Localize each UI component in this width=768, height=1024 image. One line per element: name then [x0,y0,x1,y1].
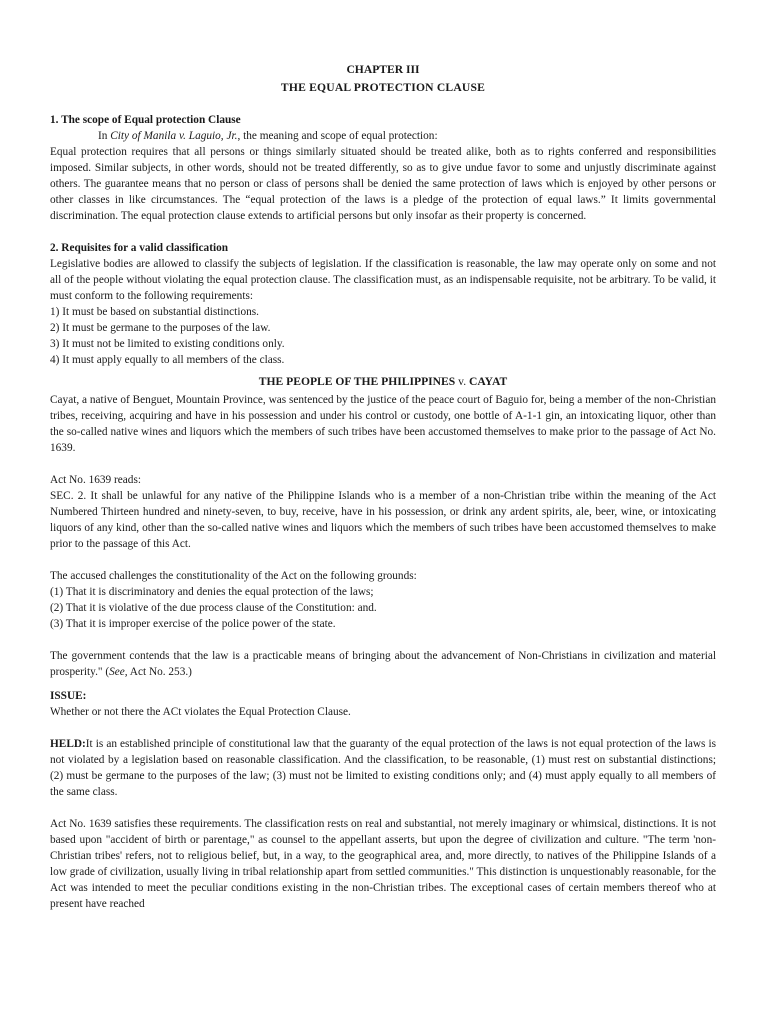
case-title-party-b: CAYAT [469,375,508,388]
held-paragraph [50,736,716,800]
ground-item: (3) That it is improper exercise of the police power of the state. [50,618,336,630]
held-text: It is an established principle of constitutional law that the guaranty of the equal protection of the laws is not equal protection of the laws is not violated by a legislation based on reasonable classification. And the classification, to be reasonable, (1) must rest on substantial distinctions; (2) must be germane to the purposes of the law; (3) must not be limited to existing conditions only; and (4) must apply equally to all members of the same class. [50,738,716,798]
case-title [50,374,716,390]
issue-text: Whether or not there the ACt violates the Equal Protection Clause. [50,706,351,718]
intro-suffix: , the meaning and scope of equal protection: [237,130,438,142]
final-paragraph: Act No. 1639 satisfies these requirements. The classification rests on real and substantial, not merely imaginary or whimsical, distinctions. It is not based upon "accident of birth or parentage," as counsel to the appellant asserts, but upon the degree of civilization and culture. "The term 'non-Christian tribes' refers, not to religious belief, but, in a way, to the geographical area, and, more directly, to natives of the Philippine Islands of a low grade of civilization, usually living in tribal relationship apart from settled communities." This distinction is unquestionably reasonable, for the Act was intended to meet the peculiar conditions existing in the non-Christian tribes. The exceptional cases of certain members thereof who at present have reached [50,818,716,910]
chapter-label: CHAPTER III [346,63,420,76]
requirement-item: 2) It must be germane to the purposes of the law. [50,322,271,334]
govt-text: The government contends that the law is a practicable means of bringing about the advancement of Non-Christians in civilization and material prosperity." ( [50,650,716,678]
intro-prefix: In [98,130,111,142]
requirement-item: 1) It must be based on substantial distinctions. [50,306,259,318]
grounds-intro: The accused challenges the constitutionality of the Act on the following grounds: [50,570,417,582]
case-facts: Cayat, a native of Benguet, Mountain Province, was sentenced by the justice of the peace court of Baguio for, being a member of the non-Christian tribes, receiving, acquiring and have in his possession and under his control or custody, one bottle of A-1-1 gin, an intoxicating liquor, other than the so-called native wines and liquors which the members of such tribes have been accustomed themselves to make prior to the passage of Act No. 1639. [50,394,716,454]
section-2-heading: 2. Requisites for a valid classification [50,242,229,254]
ground-item: (1) That it is discriminatory and denies the equal protection of the laws; [50,586,374,598]
requirement-item: 4) It must apply equally to all members of the class. [50,354,285,366]
section-1-heading: 1. The scope of Equal protection Clause [50,114,241,126]
issue-label: ISSUE: [50,690,87,702]
section-1-intro [50,128,716,144]
government-contention [50,648,716,680]
act-text: SEC. 2. It shall be unlawful for any native of the Philippine Islands who is a member of a non-Christian tribe within the meaning of the Act Numbered Thirteen hundred and ninety-seven, to buy, receive, have in his possession, or drink any ardent spirits, ale, beer, wine, or intoxicating liquors of any kind, other than the so-called native wines and liquors which the members of such tribes have been accustomed themselves to make prior to the passage of this Act. [50,490,716,550]
case-title-party-a: THE PEOPLE OF THE PHILIPPINES [258,375,456,388]
held-label: HELD: [50,738,86,750]
requirement-item: 3) It must not be limited to existing conditions only. [50,338,285,350]
section-1-body: Equal protection requires that all persons or things similarly situated should be treated alike, both as to rights conferred and responsibilities imposed. Similar subjects, in other words, should not be treated differently, so as to give undue favor to some and unjustly discriminate against others. The guarantee means that no person or class of persons shall be denied the same protection of laws which is enjoyed by other persons or other classes in like circumstances. The “equal protection of the laws is a pledge of the protection of equal laws.” It limits governmental discrimination. The equal protection clause extends to artificial persons but only insofar as their property is concerned. [50,146,716,222]
chapter-title: THE EQUAL PROTECTION CLAUSE [280,81,486,94]
govt-see: See, [109,666,128,678]
ground-item: (2) That it is violative of the due process clause of the Constitution: and. [50,602,377,614]
intro-case-name: City of Manila v. Laguio, Jr. [110,130,238,142]
section-2-body: Legislative bodies are allowed to classify the subjects of legislation. If the classification is reasonable, the law may operate only on some and not all of the people without violating the equal protection clause. The classification must, as an indispensable requisite, not be arbitrary. To be valid, it must conform to the following requirements: [50,258,716,302]
case-title-versus: v. [455,375,469,388]
act-reads-label: Act No. 1639 reads: [50,474,141,486]
govt-end: Act No. 253.) [127,666,192,678]
